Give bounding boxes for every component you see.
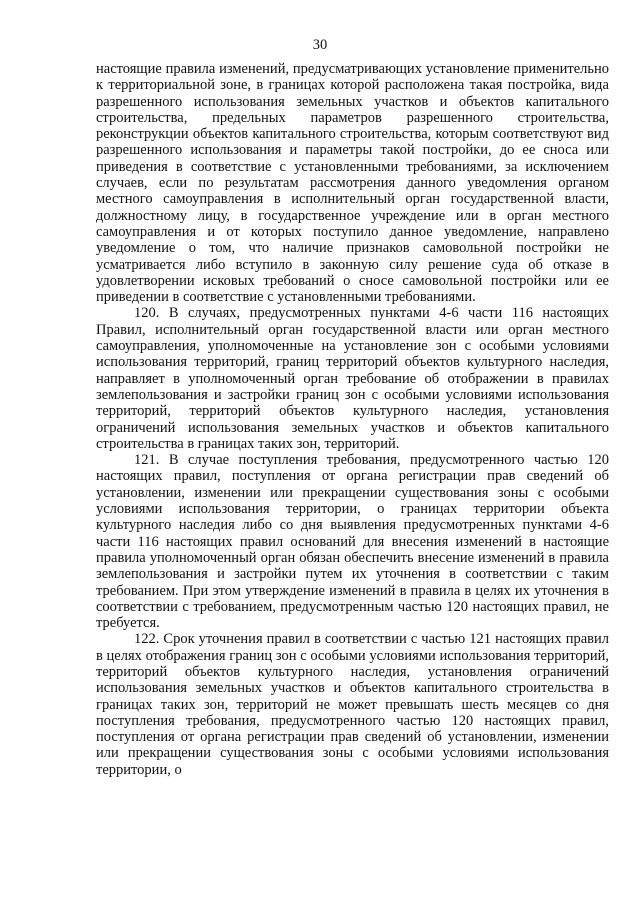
document-body xyxy=(96,61,609,778)
paragraph-120: 120. В случаях, предусмотренных пунктами 4-6 части 116 настоящих Правил, исполнительный орган государственной власти или орган местного самоуправления, уполномоченные на установление зон с особыми условиями использования территорий, границ территорий объектов культурного наследия, направляет в уполномоченный орган требование об отображении в правилах землепользования и застройки границ зон с особыми условиями использования территорий, территорий объектов культурного наследия, установления ограничений использования земельных участков и объектов капитального строительства в границах таких зон, территорий. xyxy=(96,305,609,452)
paragraph-continuation: настоящие правила изменений, предусматривающих установление применительно к территориальной зоне, в границах которой расположена такая постройка, вида разрешенного использования земельных участков и объектов капитального строительства, предельных параметров разрешенного строительства, реконструкции объектов капитального строительства, которым соответствуют вид разрешенного использования и параметры такой постройки, до ее сноса или приведения в соответствие с установленными требованиями, за исключением случаев, если по результатам рассмотрения данного уведомления органом местного самоуправления в исполнительный орган государственной власти, должностному лицу, в государственное учреждение или в орган местного самоуправления и от которых поступило данное уведомление, направлено уведомление о том, что наличие признаков самовольной постройки не усматривается либо вступило в законную силу решение суда об отказе в удовлетворении исковых требований о сносе самовольной постройки или ее приведении в соответствие с установленными требованиями. xyxy=(96,61,609,306)
paragraph-122: 122. Срок уточнения правил в соответствии с частью 121 настоящих правил в целях отображения границ зон с особыми условиями использования территорий, территорий объектов культурного наследия, установления ограничений использования земельных участков и объектов капитального строительства в границах таких зон, территорий не может превышать шесть месяцев со дня поступления требования, предусмотренного частью 120 настоящих правил, поступления от органа регистрации прав сведений об установлении, изменении или прекращении существования зоны с особыми условиями использования территории, о xyxy=(96,631,609,778)
paragraph-121: 121. В случае поступления требования, предусмотренного частью 120 настоящих правил, поступления от органа регистрации прав сведений об установлении, изменении или прекращении существования зоны с особыми условиями использования территории, о границах территории объекта культурного наследия либо со дня выявления предусмотренных пунктами 4-6 части 116 настоящих правил оснований для внесения изменений в настоящие правила уполномоченный орган обязан обеспечить внесение изменений в правила землепользования и застройки путем их уточнения в соответствии с таким требованием. При этом утверждение изменений в правила в целях их уточнения в соответствии с требованием, предусмотренным частью 120 настоящих правил, не требуется. xyxy=(96,452,609,632)
page-number: 30 xyxy=(312,37,328,53)
